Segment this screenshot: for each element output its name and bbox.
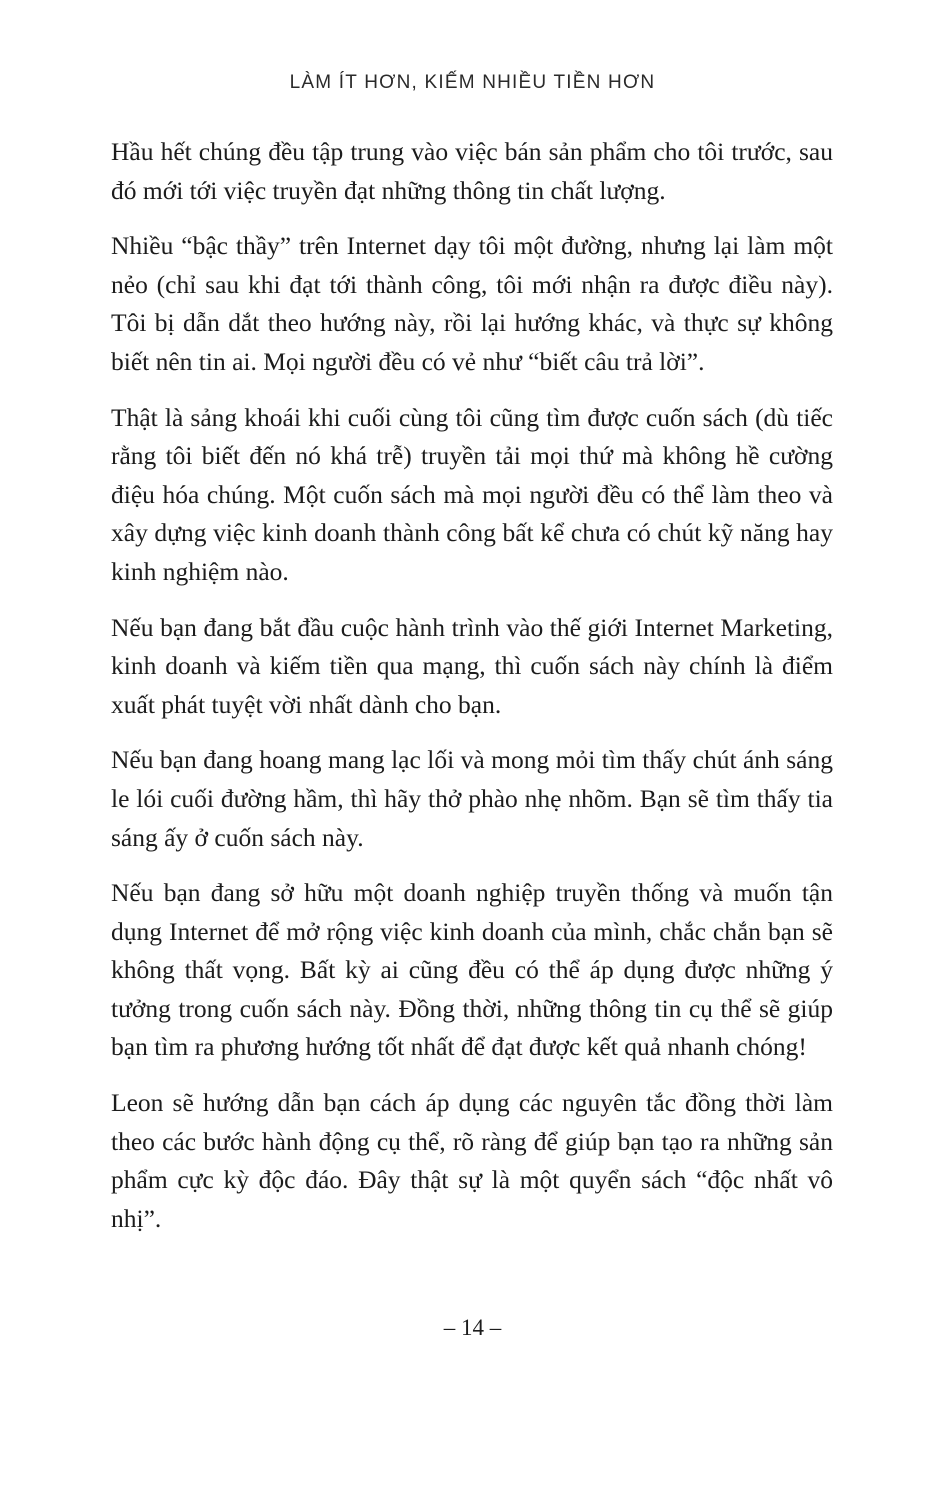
page-number: – 14 – [443,1315,502,1340]
paragraph: Nếu bạn đang bắt đầu cuộc hành trình vào thế giới Internet Marketing, kinh doanh và kiếm tiền qua mạng, thì cuốn sách này chính là điểm xuất phát tuyệt vời nhất dành cho bạn. [111,612,833,719]
paragraph: Leon sẽ hướng dẫn bạn cách áp dụng các nguyên tắc đồng thời làm theo các bước hành động cụ thể, rõ ràng để giúp bạn tạo ra những sản phẩm cực kỳ độc đáo. Đây thật sự là một quyển sách “độc nhất vô nhị”. [111,1088,833,1233]
paragraph: Nhiều “bậc thầy” trên Internet dạy tôi một đường, nhưng lại làm một nẻo (chỉ sau khi đạt tới thành công, tôi mới nhận ra được điều này). Tôi bị dẫn dắt theo hướng này, rồi lại hướng khác, và thực sự không biết nên tin ai. Mọi người đều có vẻ như “biết câu trả lời”. [111,231,833,376]
running-header: LÀM ÍT HƠN, KIẾM NHIỀU TIỀN HƠN [289,72,656,93]
paragraph: Thật là sảng khoái khi cuối cùng tôi cũng tìm được cuốn sách (dù tiếc rằng tôi biết đến nó khá trễ) truyền tải mọi thứ mà không hề cường điệu hóa chúng. Một cuốn sách mà mọi người đều có thể làm theo và xây dựng việc kinh doanh thành công bất kể chưa có chút kỹ năng hay kinh nghiệm nào. [111,402,833,586]
paragraph: Nếu bạn đang sở hữu một doanh nghiệp truyền thống và muốn tận dụng Internet để mở rộng việc kinh doanh của mình, chắc chắn bạn sẽ không thất vọng. Bất kỳ ai cũng đều có thể áp dụng được những ý tưởng trong cuốn sách này. Đồng thời, những thông tin cụ thể sẽ giúp bạn tìm ra phương hướng tốt nhất để đạt được kết quả nhanh chóng! [111,878,833,1062]
body-text [111,133,833,1255]
paragraph: Hầu hết chúng đều tập trung vào việc bán sản phẩm cho tôi trước, sau đó mới tới việc truyền đạt những thông tin chất lượng. [111,137,833,205]
paragraph: Nếu bạn đang hoang mang lạc lối và mong mỏi tìm thấy chút ánh sáng le lói cuối đường hầm, thì hãy thở phào nhẹ nhõm. Bạn sẽ tìm thấy tia sáng ấy ở cuốn sách này. [111,745,833,852]
